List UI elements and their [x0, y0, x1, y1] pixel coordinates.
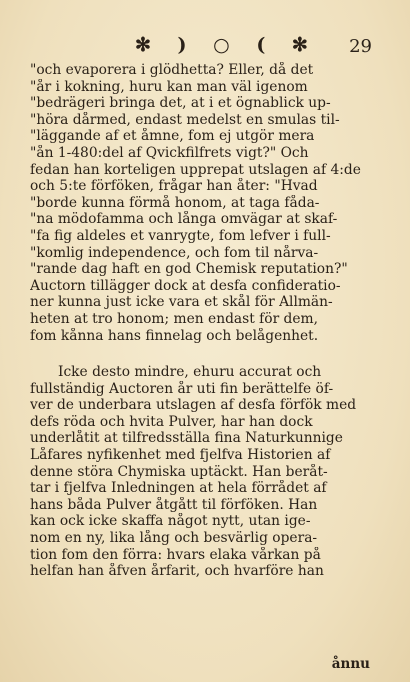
text-line: "ån 1-480:del af Qvickfilfrets vigt?" Och — [30, 144, 309, 161]
text-line: "na mödofamma och långa omvägar at skaf- — [30, 211, 338, 228]
text-line: fedan han korteligen upprepat utslagen af 4:de — [30, 161, 361, 178]
text-line: "och evaporera i glödhetta? Eller, då det — [30, 62, 314, 78]
text-line: nom en ny, lika lång och besvärlig opera- — [30, 530, 318, 547]
text-line: underlåtit at tilfredsställa fina Naturkunnige — [30, 430, 343, 447]
text-line: denne störa Chymiska uptäckt. Han beråt- — [30, 463, 328, 480]
paragraph-gap — [30, 344, 374, 364]
header-ornament: ✻ ) ○ ( ✻ — [135, 34, 318, 56]
text-line: "rande dag haft en god Chemisk reputation?" — [30, 261, 348, 278]
text-line: fom kånna hans finnelag och belågenhet. — [30, 327, 319, 344]
text-line: defs röda och hvita Pulver, har han dock — [30, 413, 313, 430]
page-header — [0, 34, 410, 56]
text-line: Låfares nyfikenhet med fjelfva Historien af — [30, 447, 331, 464]
text-line: heten at tro honom; men endast för dem, — [30, 310, 319, 327]
text-line: tar i fjelfva Inledningen at hela förrådet af — [30, 480, 327, 497]
text-line: "läggande af et åmne, fom ej utgör mera — [30, 128, 315, 145]
text-line: "bedrägeri bringa det, at i et ögnablick up- — [30, 95, 331, 112]
catchword: ånnu — [331, 656, 370, 672]
text-line: "borde kunna förmå honom, at taga fåda- — [30, 194, 320, 211]
text-line: tion fom den förra: hvars elaka vårkan på — [30, 546, 321, 563]
text-line: "år i kokning, huru kan man väl igenom — [30, 78, 308, 95]
text-line: Auctorn tillägger dock at desfa confideratio- — [30, 277, 341, 294]
paragraph-1 — [30, 62, 374, 344]
text-line: kan ock icke skaffa något nytt, utan ige- — [30, 513, 311, 530]
page-number: 29 — [349, 36, 372, 57]
text-line: "höra dårmed, endast medelst en smulas til- — [30, 111, 340, 128]
text-line: hans båda Pulver åtgått til förföken. Han — [30, 496, 318, 513]
text-line: helfan han åfven årfarit, och hvarföre han — [30, 563, 324, 580]
text-line: "komlig independence, och fom til nårva- — [30, 244, 319, 261]
text-line: Icke desto mindre, ehuru accurat och — [58, 364, 322, 381]
text-line: ver de underbara utslagen af desfa förfök med — [30, 397, 357, 414]
text-line: ner kunna just icke vara et skål för Allmän- — [30, 294, 333, 311]
body-text — [30, 62, 374, 580]
paragraph-2 — [30, 364, 374, 580]
text-line: fullständig Auctoren år uti fin berättelfe öf- — [30, 380, 334, 397]
text-line: "fa fig aldeles et vanrygte, fom lefver i full- — [30, 227, 331, 244]
text-line: och 5:te förföken, frågar han åter: "Hvad — [30, 178, 318, 195]
